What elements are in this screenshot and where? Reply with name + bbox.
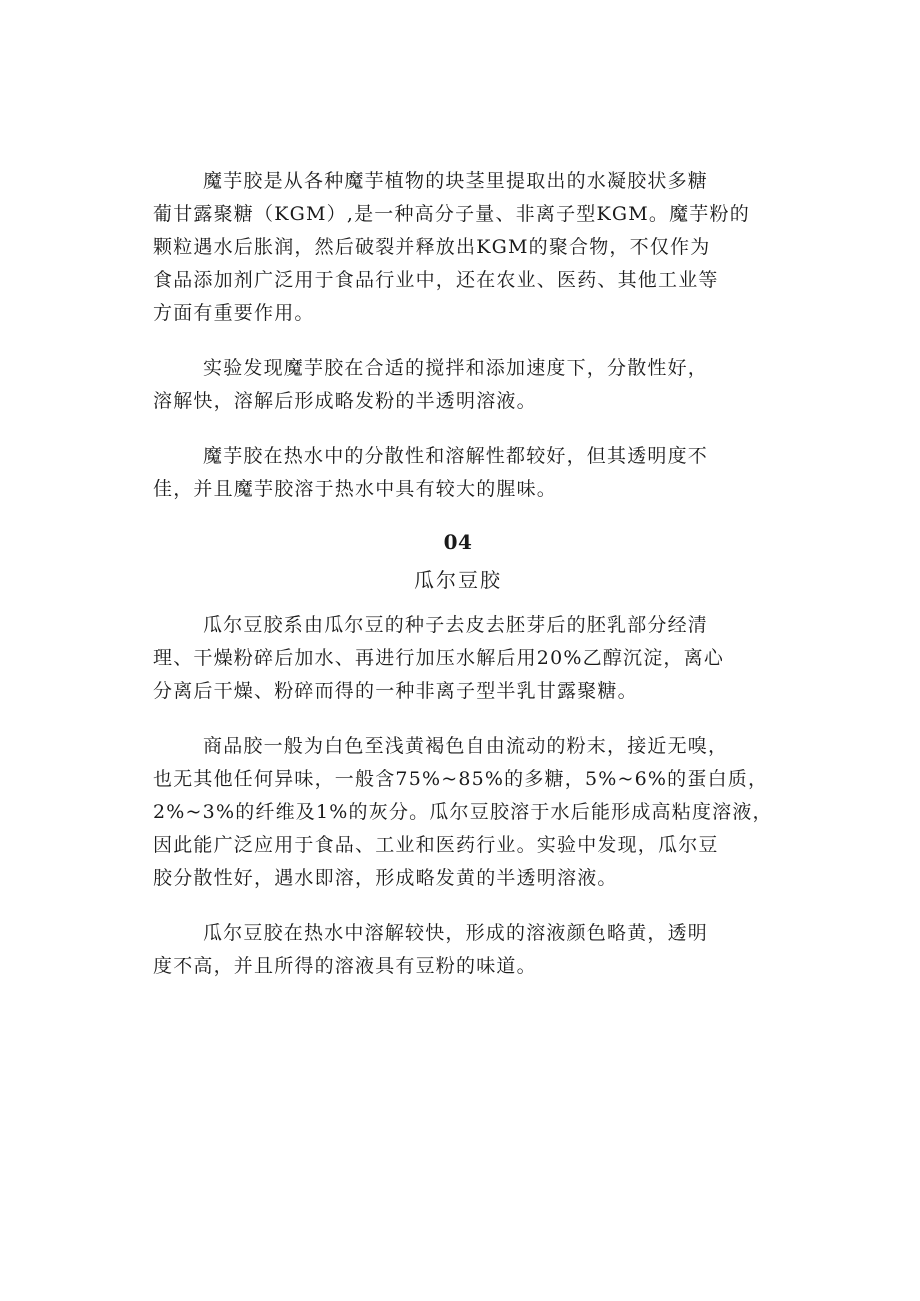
paragraph-line: 佳，并且魔芋胶溶于热水中具有较大的腥味。 — [153, 478, 558, 500]
paragraph-line: 魔芋胶是从各种魔芋植物的块茎里提取出的水凝胶状多糖 — [203, 170, 709, 192]
paragraph-line: 2%~3%的纤维及1%的灰分。瓜尔豆胶溶于水后能形成高粘度溶液， — [153, 801, 773, 823]
paragraph-guar-commercial — [153, 730, 773, 895]
paragraph-konjac-intro — [153, 165, 773, 330]
paragraph-konjac-experiment — [153, 352, 773, 418]
section-number: 04 — [443, 530, 473, 554]
paragraph-line: 胶分散性好，遇水即溶，形成略发黄的半透明溶液。 — [153, 867, 618, 889]
paragraph-line: 也无其他任何异味，一般含75%~85%的多糖，5%~6%的蛋白质， — [153, 768, 769, 790]
paragraph-line: 颗粒遇水后胀润，然后破裂并释放出KGM的聚合物，不仅作为 — [153, 236, 711, 258]
paragraph-line: 葡甘露聚糖（KGM）,是一种高分子量、非离子型KGM。魔芋粉的 — [153, 203, 750, 225]
paragraph-line: 度不高，并且所得的溶液具有豆粉的味道。 — [153, 955, 537, 977]
document-body — [153, 165, 773, 1005]
paragraph-guar-hot-water — [153, 917, 773, 983]
paragraph-line: 食品添加剂广泛用于食品行业中，还在农业、医药、其他工业等 — [153, 269, 719, 291]
paragraph-line: 因此能广泛应用于食品、工业和医药行业。实验中发现，瓜尔豆 — [153, 834, 719, 856]
paragraph-line: 分离后干燥、粉碎而得的一种非离子型半乳甘露聚糖。 — [153, 680, 638, 702]
paragraph-line: 方面有重要作用。 — [153, 302, 315, 324]
paragraph-line: 魔芋胶在热水中的分散性和溶解性都较好，但其透明度不 — [203, 445, 709, 467]
paragraph-line: 理、干燥粉碎后加水、再进行加压水解后用20%乙醇沉淀，离心 — [153, 647, 725, 669]
paragraph-line: 溶解快，溶解后形成略发粉的半透明溶液。 — [153, 390, 537, 412]
paragraph-guar-intro — [153, 609, 773, 708]
paragraph-konjac-hot-water — [153, 440, 773, 506]
paragraph-line: 瓜尔豆胶在热水中溶解较快，形成的溶液颜色略黄，透明 — [203, 922, 709, 944]
paragraph-line: 实验发现魔芋胶在合适的搅拌和添加速度下，分散性好， — [203, 357, 709, 379]
paragraph-line: 瓜尔豆胶系由瓜尔豆的种子去皮去胚芽后的胚乳部分经清 — [203, 614, 709, 636]
paragraph-line: 商品胶一般为白色至浅黄褐色自由流动的粉末，接近无嗅， — [203, 735, 729, 757]
section-title: 瓜尔豆胶 — [414, 568, 502, 592]
